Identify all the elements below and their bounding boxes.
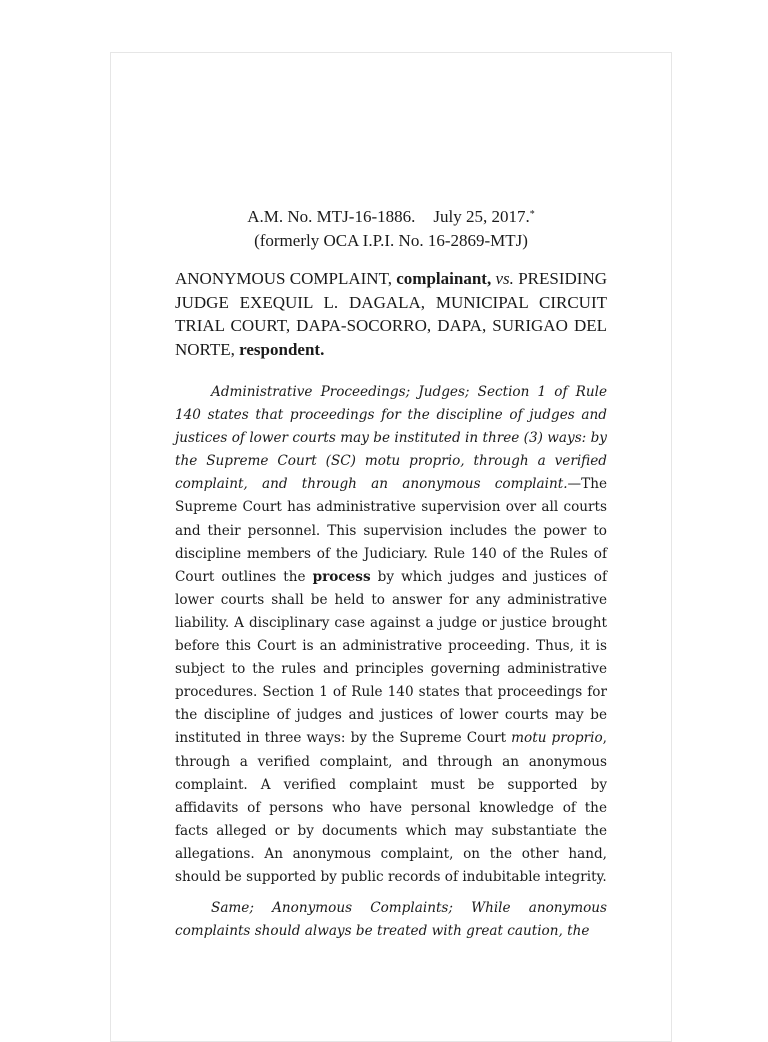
syllabus: [175, 381, 607, 943]
syllabus-paragraph-2: [175, 897, 607, 943]
syllabus-paragraph-1: [175, 381, 607, 889]
complainant-name: ANONYMOUS COMPLAINT,: [175, 269, 392, 288]
syllabus-heading-2: Same; Anonymous Complaints; While anonymous complaints should always be treated with great caution, the: [175, 900, 607, 940]
document-page: [110, 52, 672, 1042]
respondent-role: respondent.: [239, 339, 325, 359]
syllabus-italic-term: motu proprio: [511, 730, 603, 747]
respondent-name: PRESIDING JUDGE EXEQUIL L. DAGALA, MUNICIPAL CIRCUIT TRIAL COURT, DAPA-SOCORRO, DAPA, SURIGAO DEL NORTE,: [175, 269, 608, 359]
syllabus-body-1b: by which judges and justices of lower courts shall be held to answer for any administrative liability. A disciplinary case against a judge or justice brought before this Court is an administrative proceeding. Thus, it is subject to the rules and principles governing administrative procedures. Section 1 of Rule 140 states that proceedings for the discipline of judges and justices of lower courts may be instituted in three ways: by the Supreme Court: [175, 568, 607, 747]
syllabus-body-1c: , through a verified complaint, and through an anonymous complaint. A verified complaint must be supported by affidavits of persons who have personal knowledge of the facts alleged or by documents which may substantiate the allegations. An anonymous complaint, on the other hand, should be supported by public records of indubitable integrity.: [175, 730, 607, 885]
syllabus-body-1a: —The Supreme Court has administrative supervision over all courts and their personnel. This supervision includes the power to discipline members of the Judiciary. Rule 140 of the Rules of Court outlines the: [175, 476, 607, 585]
document-content: [175, 205, 607, 943]
complainant-role: complainant,: [396, 269, 492, 288]
case-parties: [175, 267, 607, 361]
footnote-mark: *: [529, 209, 535, 220]
syllabus-bold-term: process: [312, 568, 371, 585]
versus: vs.: [495, 269, 514, 288]
case-date: July 25, 2017.: [433, 207, 530, 226]
case-formerly: (formerly OCA I.P.I. No. 16-2869-MTJ): [254, 231, 528, 250]
case-heading: [175, 205, 607, 253]
case-number: A.M. No. MTJ-16-1886.: [247, 207, 416, 226]
syllabus-heading-1: Administrative Proceedings; Judges; Section 1 of Rule 140 states that proceedings for the discipline of judges and justices of lower courts may be instituted in three (3) ways: by the Supreme Court (SC) motu proprio, through a verified complaint, and through an anonymous complaint.: [175, 384, 607, 493]
